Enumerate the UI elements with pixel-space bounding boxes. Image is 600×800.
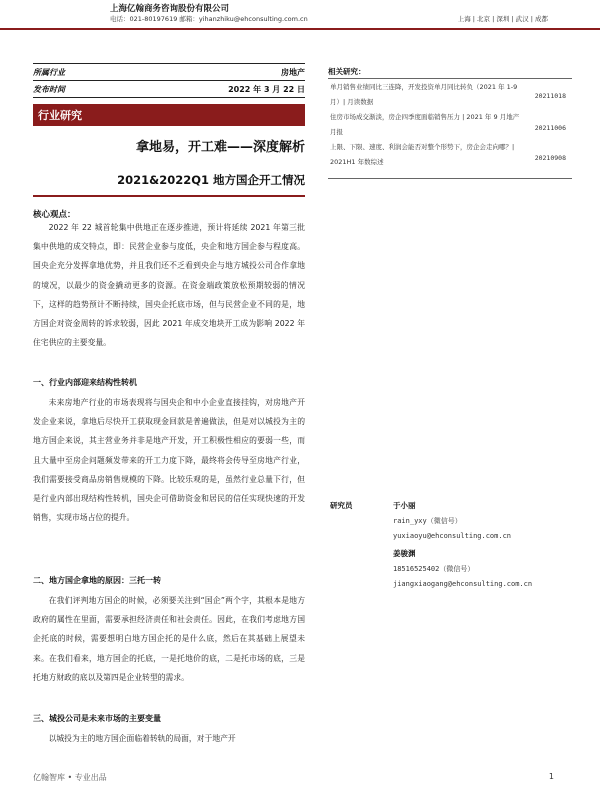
company-name: 上海亿翰商务咨询股份有限公司: [110, 4, 230, 14]
report-title: 拿地易，开工难——深度解析: [135, 140, 305, 155]
analyst-label: 研究员: [330, 501, 353, 510]
footer-brand: 亿翰智库 • 专业出品: [33, 773, 107, 782]
industry-value: 房地产: [281, 68, 305, 77]
analyst-2-phone: 18516525402（微信号）: [393, 565, 475, 573]
date-value: 2022 年 3 月 22 日: [228, 85, 305, 94]
related-item-code: 20211006: [534, 124, 566, 132]
analyst-1-name: 于小丽: [393, 501, 416, 510]
related-item-title[interactable]: 上限、下限、速度、利润会能否对整个形势下，房企会走向哪？| 2021H1 年数综述: [330, 143, 515, 166]
category-label: 行业研究: [38, 109, 82, 122]
section-heading-3: 三、城投公司是未来市场的主要变量: [33, 714, 161, 723]
related-top-rule: [328, 78, 572, 79]
meta-top-rule: [33, 63, 305, 64]
meta-mid-rule: [33, 80, 305, 81]
section-heading-1: 一、行业内部迎来结构性转机: [33, 378, 137, 387]
company-contact: 电话：021-80197619 邮箱：yihanzhiku@ehconsulting.com.cn: [110, 15, 308, 23]
section-heading-2: 二、地方国企拿地的原因：三托一转: [33, 576, 161, 585]
page-number: 1: [548, 772, 554, 781]
core-views-heading: 核心观点：: [33, 210, 76, 220]
analyst-2-name: 姜骏渊: [393, 549, 416, 558]
related-item-title[interactable]: 住房市场成交渐淡，房企四季度面临销售压力 | 2021 年 9 月地产月报: [330, 113, 520, 136]
paragraph-1: 2022 年 22 城首轮集中供地正在逐步推进，预计将延续 2021 年第三批集中供地的成交特点，即：民营企业参与度低，央企和地方国企参与程度高。国央企充分发挥拿地优势，并且我们还不乏看到央企与地方城投公司合作拿地的境况，以最少的资金撬动更多的资源。在资金端政策放松预期较弱的情况下，这样的趋势预计不断持续，国央企托底市场，但与民营企业不同的是，地方国企对资金周转的诉求较弱，因此 2021 年成交地块开工成为影响 2022 年住宅供应的主要变量。: [33, 223, 305, 348]
related-item-code: 20210908: [534, 154, 566, 162]
header-divider: [0, 28, 600, 30]
date-label: 发布时间: [33, 85, 65, 94]
analyst-1-wechat: rain_yxy（微信号）: [393, 517, 462, 525]
analyst-2-email[interactable]: jiangxiaogang@ehconsulting.com.cn: [393, 580, 533, 588]
related-item-code: 20211018: [534, 92, 566, 100]
related-bottom-rule: [328, 178, 572, 179]
paragraph-3: 在我们评判地方国企的时候，必须要关注到“国企”两个字，其根本是地方政府的属性在里面，需要承担经济责任和社会责任。因此，在我们考虑地方国企托底的时候，需要想明白地方国企托的是什么底，然后在其基础上展望未来。在我们看来，地方国企的托底，一是托地价的底，二是托市场的底，三是托地方财政的底以及第四是企业转型的需求。: [33, 596, 305, 682]
title-divider: [33, 195, 305, 197]
industry-label: 所属行业: [33, 68, 65, 77]
related-research-heading: 相关研究：: [328, 67, 366, 76]
paragraph-4: 以城投为主的地方国企面临着转轨的局面，对于地产开: [48, 734, 236, 743]
related-item-title[interactable]: 单月销售业绩同比三连降，开发投资单月同比转负（2021 年 1-9 月）| 月读数据: [330, 83, 518, 106]
analyst-1-email[interactable]: yuxiaoyu@ehconsulting.com.cn: [393, 532, 512, 540]
paragraph-2: 未来房地产行业的市场表现将与国央企和中小企业直接挂钩，对房地产开发企业来说，拿地后尽快开工获取现金回款是普遍做法，但是对以城投为主的地方国企来说，其主营业务并非是地产开发，开工积极性相应的要弱一些，而且大量中至房企问题频发带来的开工力度下降，最终将会传导至房地产行业，我们需要接受商品房销售规模的下降。比较乐观的是，虽然行业总量下行，但是行业内部出现结构性转机，国央企可借助资金和居民的信任实现快速的开发销售，实现市场占位的提升。: [33, 398, 305, 523]
office-cities: 上海 | 北京 | 深圳 | 武汉 | 成都: [457, 15, 548, 23]
meta-bottom-rule: [33, 97, 305, 98]
report-subtitle: 2021&2022Q1 地方国企开工情况: [117, 173, 305, 187]
